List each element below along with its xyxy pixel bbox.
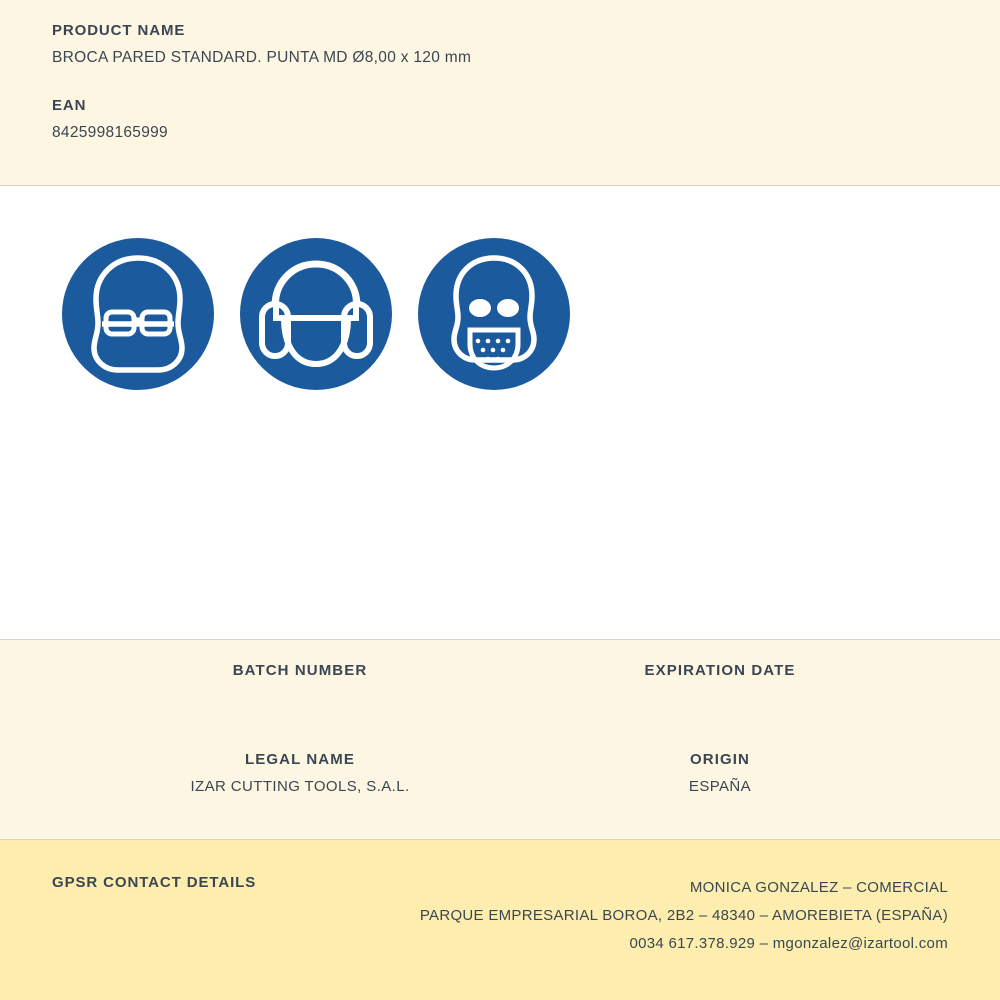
respiratory-protection-icon (418, 238, 570, 390)
pictogram-row (62, 238, 1000, 390)
origin-value: ESPAÑA (688, 778, 752, 795)
legal-name-label: LEGAL NAME (245, 751, 355, 768)
product-name-label: PRODUCT NAME (52, 22, 186, 39)
expiration-date-cell (520, 662, 920, 723)
batch-expiration-row (0, 662, 1000, 723)
gpsr-contact-address: PARQUE EMPRESARIAL BOROA, 2B2 – 48340 – AMOREBIETA (ESPAÑA) (419, 907, 948, 924)
legal-name-cell (100, 751, 500, 796)
gpsr-contact-phone-email: 0034 617.378.929 – mgonzalez@izartool.com (629, 935, 948, 952)
origin-label: ORIGIN (690, 751, 750, 768)
expiration-date-label: EXPIRATION DATE (644, 662, 796, 679)
batch-number-value (100, 705, 500, 723)
batch-number-label: BATCH NUMBER (232, 662, 368, 679)
ean-value: 8425998165999 (52, 124, 168, 141)
product-name-value: BROCA PARED STANDARD. PUNTA MD Ø8,00 x 120 mm (52, 49, 472, 66)
gpsr-contact-details (420, 874, 948, 958)
gpsr-contact-person: MONICA GONZALEZ – COMERCIAL (689, 879, 948, 896)
ean-label: EAN (52, 97, 87, 114)
origin-cell (520, 751, 920, 796)
expiration-date-value (520, 705, 920, 723)
eye-protection-icon (62, 238, 214, 390)
gpsr-contact-label: GPSR CONTACT DETAILS (52, 874, 257, 891)
gpsr-footer (0, 840, 1000, 1000)
legal-name-value: IZAR CUTTING TOOLS, S.A.L. (190, 778, 410, 795)
product-header (0, 0, 1000, 186)
spacer (52, 67, 1000, 97)
ear-protection-icon (240, 238, 392, 390)
pictogram-area (0, 186, 1000, 640)
traceability-block (0, 640, 1000, 840)
batch-number-cell (100, 662, 500, 723)
legal-origin-row (0, 751, 1000, 796)
